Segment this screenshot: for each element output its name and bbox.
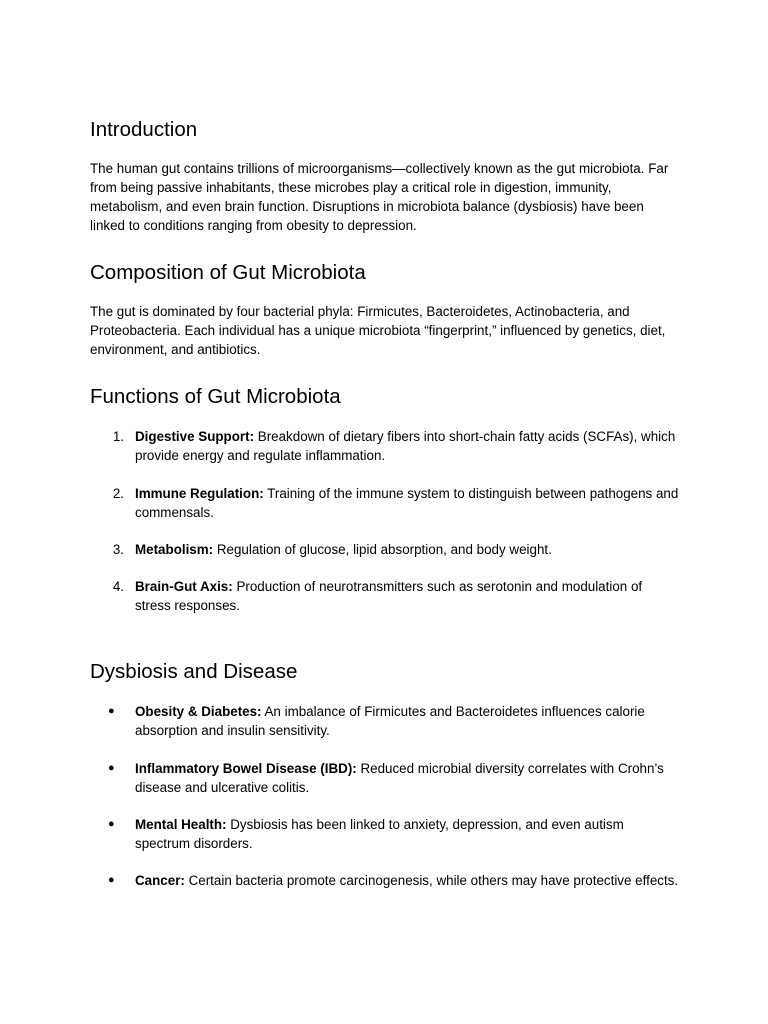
list-item-term: Brain-Gut Axis: — [135, 579, 233, 594]
list-number: 4. — [112, 579, 124, 594]
heading-composition: Composition of Gut Microbiota — [90, 261, 366, 284]
list-item-text: Breakdown of dietary fibers into short-chain fatty acids (SCFAs), which provide energy and regulate inflammation. — [135, 429, 676, 463]
list-item-term: Obesity & Diabetes: — [135, 704, 262, 719]
list-item-text: Training of the immune system to distinguish between pathogens and commensals. — [135, 486, 679, 520]
heading-dysbiosis: Dysbiosis and Disease — [90, 660, 298, 683]
list-item-text: Reduced microbial diversity correlates with Crohn’s disease and ulcerative colitis. — [135, 761, 664, 795]
bullet-icon: ● — [108, 874, 115, 886]
paragraph-composition: The gut is dominated by four bacterial phyla: Firmicutes, Bacteroidetes, Actinobacteria, and Proteobacteria. Each individual has a unique microbiota “fingerprint,” influenced by genetics, diet, environment, and antibiotics. — [90, 304, 666, 357]
list-item-term: Immune Regulation: — [135, 486, 264, 501]
list-item-term: Digestive Support: — [135, 429, 255, 444]
bullet-icon: ● — [108, 762, 115, 774]
bullet-icon: ● — [108, 705, 115, 717]
list-item-term: Cancer: — [135, 873, 185, 888]
list-number: 1. — [112, 429, 124, 444]
list-item-text: Certain bacteria promote carcinogenesis, while others may have protective effects. — [184, 873, 679, 888]
list-item-term: Mental Health: — [135, 817, 227, 832]
heading-functions: Functions of Gut Microbiota — [90, 385, 341, 408]
list-number: 3. — [112, 542, 124, 557]
list-item-text: An imbalance of Firmicutes and Bacteroidetes influences calorie absorption and insulin sensitivity. — [135, 704, 645, 738]
list-item-text: Regulation of glucose, lipid absorption, and body weight. — [213, 542, 552, 557]
paragraph-introduction: The human gut contains trillions of microorganisms—collectively known as the gut microbiota. Far from being passive inhabitants, these microbes play a critical role in digestion, immunity, metabolism, and even brain function. Disruptions in microbiota balance (dysbiosis) have been linked to conditions ranging from obesity to depression. — [90, 161, 669, 233]
list-number: 2. — [112, 486, 124, 501]
bullet-icon: ● — [108, 818, 115, 830]
list-item-text: Production of neurotransmitters such as serotonin and modulation of stress responses. — [135, 579, 643, 613]
heading-introduction: Introduction — [90, 118, 198, 141]
list-item-term: Metabolism: — [135, 542, 214, 557]
list-item-text: Dysbiosis has been linked to anxiety, depression, and even autism spectrum disorders. — [135, 817, 624, 851]
list-item-term: Inflammatory Bowel Disease (IBD): — [135, 761, 357, 776]
